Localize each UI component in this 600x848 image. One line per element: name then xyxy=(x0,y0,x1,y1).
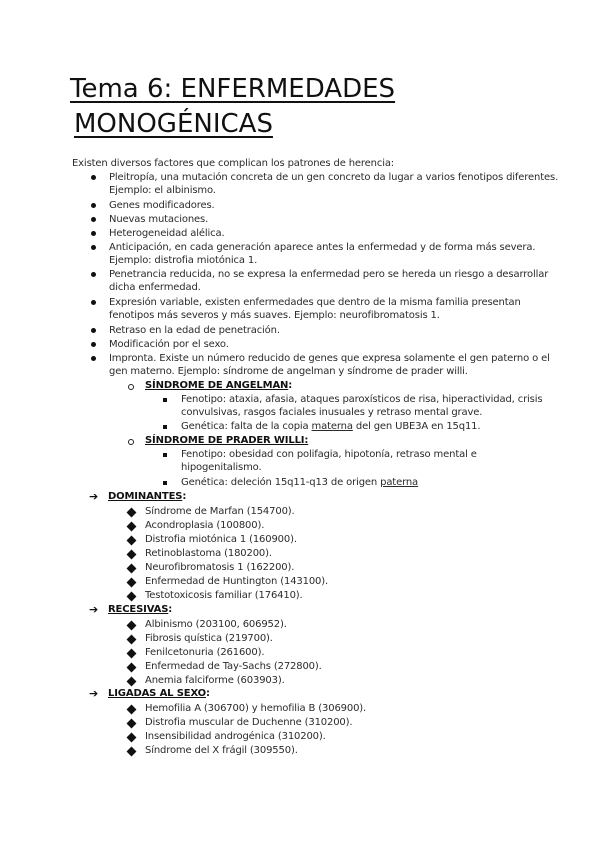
factor-modificacion-sexo: Modificación por el sexo. xyxy=(109,339,229,350)
bullet-square-icon xyxy=(163,425,167,429)
bullet-diamond-icon xyxy=(127,621,137,631)
recesivas-heading xyxy=(108,603,172,616)
angelman-genetica-post: del gen UBE3A en 15q11. xyxy=(352,421,481,432)
bullet-dot-icon xyxy=(91,272,96,277)
list-item: Distrofia muscular de Duchenne (310200). xyxy=(145,717,353,728)
list-item: Síndrome de Marfan (154700). xyxy=(145,506,295,517)
bullet-dot-icon xyxy=(91,245,96,250)
dominantes-heading xyxy=(108,490,186,503)
factor-retraso: Retraso en la edad de penetración. xyxy=(109,325,280,336)
factor-nuevas-mutaciones: Nuevas mutaciones. xyxy=(109,214,209,225)
list-item: Neurofibromatosis 1 (162200). xyxy=(145,562,295,573)
bullet-dot-icon xyxy=(91,300,96,305)
page-title xyxy=(70,72,395,142)
title-line-2: MONOGÉNICAS xyxy=(74,109,273,139)
bullet-diamond-icon xyxy=(127,564,137,574)
angelman-heading xyxy=(145,379,292,392)
dominantes-heading-text: DOMINANTES xyxy=(108,491,183,502)
list-item: Enfermedad de Tay-Sachs (272800). xyxy=(145,661,322,672)
bullet-circle-icon xyxy=(128,439,134,445)
recesivas-heading-colon: : xyxy=(168,604,173,615)
bullet-diamond-icon xyxy=(127,592,137,602)
angelman-heading-text: SÍNDROME DE ANGELMAN xyxy=(145,380,289,391)
prader-genetica-underlined: paterna xyxy=(380,477,419,488)
list-item: Hemofilia A (306700) y hemofilia B (306900). xyxy=(145,703,367,714)
bullet-square-icon xyxy=(163,398,167,402)
ligadas-heading xyxy=(108,687,210,700)
ligadas-heading-colon: : xyxy=(206,688,210,699)
list-item: Fibrosis quística (219700). xyxy=(145,633,273,644)
bullet-dot-icon xyxy=(91,175,96,180)
arrow-right-icon: ➔ xyxy=(89,490,99,503)
list-item: Síndrome del X frágil (309550). xyxy=(145,745,298,756)
bullet-dot-icon xyxy=(91,356,96,361)
bullet-diamond-icon xyxy=(127,550,137,560)
angelman-heading-colon: : xyxy=(288,380,293,391)
bullet-diamond-icon xyxy=(127,719,137,729)
list-item: Insensibilidad androgénica (310200). xyxy=(145,731,326,742)
dominantes-heading-colon: : xyxy=(182,491,187,502)
bullet-diamond-icon xyxy=(127,578,137,588)
bullet-circle-icon xyxy=(128,384,134,390)
factor-pleitropia-example: Ejemplo: el albinismo. xyxy=(109,185,216,196)
bullet-square-icon xyxy=(163,453,167,457)
list-item: Retinoblastoma (180200). xyxy=(145,548,272,559)
factor-expresion-variable: Expresión variable, existen enfermedades que dentro de la misma familia presentan xyxy=(109,297,521,308)
bullet-dot-icon xyxy=(91,328,96,333)
title-line-1: Tema 6: ENFERMEDADES xyxy=(70,74,396,104)
prader-fenotipo: Fenotipo: obesidad con polifagia, hipotonía, retraso mental e xyxy=(181,449,477,460)
bullet-diamond-icon xyxy=(127,508,137,518)
factor-pleitropia: Pleitropía, una mutación concreta de un gen concreto da lugar a varios fenotipos diferentes. xyxy=(109,172,559,183)
bullet-diamond-icon xyxy=(127,733,137,743)
list-item: Acondroplasia (100800). xyxy=(145,520,265,531)
bullet-diamond-icon xyxy=(127,649,137,659)
factor-anticipacion: Anticipación, en cada generación aparece antes la enfermedad y de forma más severa. xyxy=(109,242,536,253)
angelman-fenotipo-cont: convulsivas, rasgos faciales inusuales y retraso mental grave. xyxy=(181,407,483,418)
factor-expresion-variable-cont: fenotipos más severos y más suaves. Ejemplo: neurofibromatosis 1. xyxy=(109,310,440,321)
factor-impronta-cont: gen materno. Ejemplo: síndrome de angelman y síndrome de prader willi. xyxy=(109,366,468,377)
bullet-dot-icon xyxy=(91,217,96,222)
list-item: Fenilcetonuria (261600). xyxy=(145,647,265,658)
arrow-right-icon: ➔ xyxy=(89,687,99,700)
angelman-genetica xyxy=(181,420,480,433)
arrow-right-icon: ➔ xyxy=(89,603,99,616)
bullet-diamond-icon xyxy=(127,522,137,532)
bullet-diamond-icon xyxy=(127,663,137,673)
intro-text: Existen diversos factores que complican los patrones de herencia: xyxy=(72,158,395,169)
factor-penetrancia: Penetrancia reducida, no se expresa la enfermedad pero se hereda un riesgo a desarrollar xyxy=(109,269,549,280)
list-item: Testotoxicosis familiar (176410). xyxy=(145,590,303,601)
prader-fenotipo-cont: hipogenitalismo. xyxy=(181,462,262,473)
list-item: Enfermedad de Huntington (143100). xyxy=(145,576,329,587)
recesivas-heading-text: RECESIVAS xyxy=(108,604,169,615)
factor-penetrancia-cont: dicha enfermedad. xyxy=(109,282,201,293)
bullet-diamond-icon xyxy=(127,705,137,715)
prader-genetica xyxy=(181,476,418,489)
bullet-diamond-icon xyxy=(127,536,137,546)
factor-anticipacion-example: Ejemplo: distrofia miotónica 1. xyxy=(109,255,258,266)
list-item: Albinismo (203100, 606952). xyxy=(145,619,287,630)
angelman-genetica-pre: Genética: falta de la copia xyxy=(181,421,312,432)
prader-genetica-pre: Genética: deleción 15q11-q13 de origen xyxy=(181,477,381,488)
angelman-fenotipo: Fenotipo: ataxia, afasia, ataques paroxísticos de risa, hiperactividad, crisis xyxy=(181,394,543,405)
list-item: Anemia falciforme (603903). xyxy=(145,675,285,686)
bullet-diamond-icon xyxy=(127,677,137,687)
ligadas-heading-text: LIGADAS AL SEXO xyxy=(108,688,206,699)
bullet-dot-icon xyxy=(91,203,96,208)
bullet-diamond-icon xyxy=(127,635,137,645)
prader-heading: SÍNDROME DE PRADER WILLI: xyxy=(145,435,309,446)
bullet-dot-icon xyxy=(91,342,96,347)
bullet-dot-icon xyxy=(91,231,96,236)
factor-impronta: Impronta. Existe un número reducido de genes que expresa solamente el gen paterno o el xyxy=(109,353,550,364)
list-item: Distrofia miotónica 1 (160900). xyxy=(145,534,297,545)
factor-genes-modificadores: Genes modificadores. xyxy=(109,200,215,211)
bullet-diamond-icon xyxy=(127,747,137,757)
angelman-genetica-underlined: materna xyxy=(311,421,353,432)
bullet-square-icon xyxy=(163,481,167,485)
factor-heterogeneidad: Heterogeneidad alélica. xyxy=(109,228,225,239)
